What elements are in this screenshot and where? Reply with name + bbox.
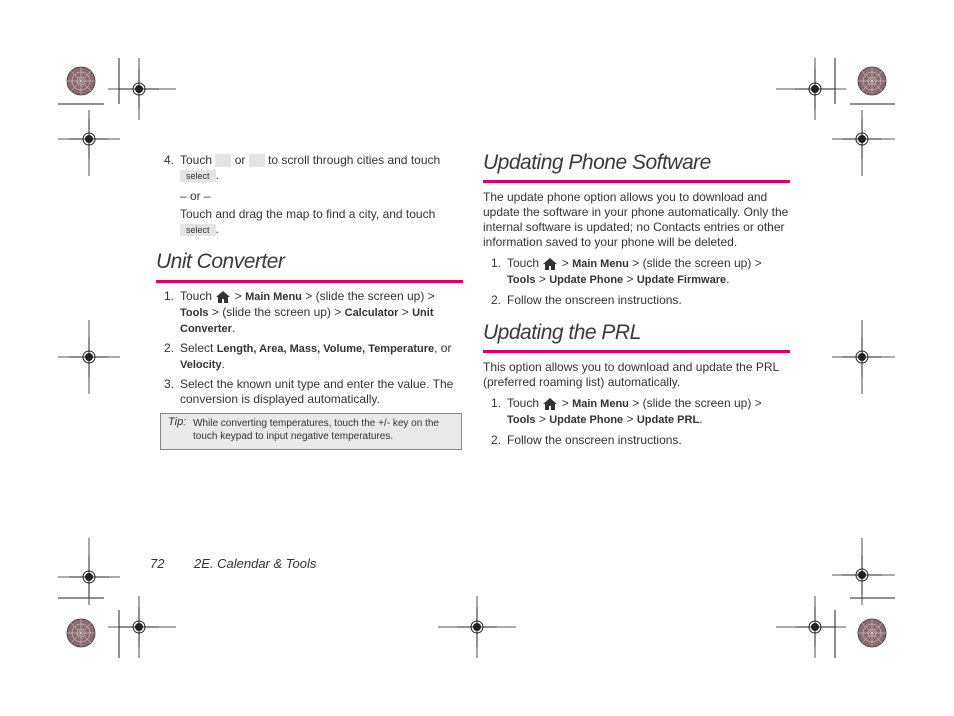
select-key: select — [180, 170, 216, 182]
step-text: Touch — [180, 153, 213, 167]
section-rule — [156, 280, 463, 283]
registration-star-icon — [67, 67, 95, 95]
step-number: 3. — [164, 377, 175, 391]
step-text: Select the known unit type and enter the value. The conversion is displayed automatically. — [180, 377, 454, 406]
step-number: 1. — [164, 289, 175, 303]
punctuation: . — [215, 168, 219, 182]
prl-intro: This option allows you to download and update the PRL (preferred roaming list) automatically. — [483, 360, 779, 389]
tip-box — [160, 413, 462, 450]
punctuation: . — [726, 272, 730, 286]
menu-path-item: Tools — [507, 274, 536, 286]
step-text: (slide the screen up) — [642, 396, 752, 410]
step-number: 2. — [491, 433, 502, 447]
home-icon — [215, 290, 231, 304]
or-separator: – or – — [180, 189, 211, 203]
section-title-updating-the-prl: Updating the PRL — [483, 321, 641, 344]
punctuation: . — [699, 412, 703, 426]
software-step-1: 1. Touch > Main Menu > (slide the screen up) > Tools > Update Phone > Update Firmware. — [491, 256, 762, 286]
section-title-updating-phone-software: Updating Phone Software — [483, 151, 711, 174]
unit-step-1: 1. Touch > Main Menu > (slide the screen up) > Tools > (slide the screen up) > Calculator > Unit Converter. — [164, 289, 435, 335]
registration-star-icon — [858, 619, 886, 647]
step-4 — [164, 153, 464, 183]
step-text: (slide the screen up) — [315, 289, 425, 303]
step-number: 4. — [164, 153, 175, 167]
step-text: Touch — [180, 289, 213, 303]
step-text: (slide the screen up) — [642, 256, 752, 270]
home-icon — [542, 397, 558, 411]
step-text: Touch — [507, 256, 540, 270]
step-text: Select — [180, 341, 214, 355]
menu-path-item: Update Phone — [549, 274, 624, 286]
menu-path-item: Unit Converter — [180, 307, 434, 335]
step-text: Follow the onscreen instructions. — [507, 293, 682, 307]
tip-text: While converting temperatures, touch the +/- key on the touch keypad to input negative temperatures. — [193, 418, 439, 442]
prl-step-2 — [491, 433, 791, 448]
chapter-title: 2E. Calendar & Tools — [194, 556, 317, 571]
registration-star-icon — [858, 67, 886, 95]
software-step-2 — [491, 293, 791, 308]
menu-path-item: Update Firmware — [636, 274, 727, 286]
page-number: 72 — [150, 556, 165, 571]
select-key: select — [180, 224, 216, 236]
unit-option-velocity: Velocity — [180, 359, 222, 371]
step-text: Follow the onscreen instructions. — [507, 433, 682, 447]
menu-path-item: Main Menu — [572, 398, 629, 410]
step-number: 2. — [491, 293, 502, 307]
step-text: Touch — [507, 396, 540, 410]
step-number: 1. — [491, 256, 502, 270]
unit-step-2 — [164, 341, 464, 373]
menu-path-item: Calculator — [344, 307, 399, 319]
tip-label: Tip: — [168, 416, 187, 428]
home-icon — [542, 257, 558, 271]
section-rule — [483, 350, 790, 353]
drag-instruction — [180, 207, 470, 237]
unit-options: Length, Area, Mass, Volume, Temperature — [216, 343, 435, 355]
step-text: (slide the screen up) — [222, 305, 331, 319]
registration-star-icon — [67, 619, 95, 647]
step-text: or — [234, 153, 246, 167]
menu-path-item: Update Phone — [549, 414, 624, 426]
menu-path-item: Tools — [180, 307, 209, 319]
menu-path-item: Update PRL — [636, 414, 700, 426]
menu-path-item: Main Menu — [245, 291, 302, 303]
menu-path-item: Tools — [507, 414, 536, 426]
software-intro: The update phone option allows you to download and update the software in your phone automatically. Only the internal software is updated; no Contacts entries or other information saved to your phone will be deleted. — [483, 190, 789, 249]
punctuation: . — [215, 222, 219, 236]
punctuation: . — [221, 357, 225, 371]
scroll-up-key — [215, 154, 231, 167]
section-rule — [483, 180, 790, 183]
unit-step-3 — [164, 377, 464, 407]
scroll-down-key — [249, 154, 265, 167]
step-text: to scroll through cities and touch — [268, 153, 441, 167]
step-number: 2. — [164, 341, 175, 355]
drag-text: Touch and drag the map to find a city, and touch — [180, 207, 436, 221]
section-title-unit-converter: Unit Converter — [156, 250, 285, 273]
step-text: , or — [434, 341, 452, 355]
prl-step-1: 1. Touch > Main Menu > (slide the screen up) > Tools > Update Phone > Update PRL. — [491, 396, 762, 426]
punctuation: . — [231, 321, 236, 335]
menu-path-item: Main Menu — [572, 258, 629, 270]
step-number: 1. — [491, 396, 502, 410]
